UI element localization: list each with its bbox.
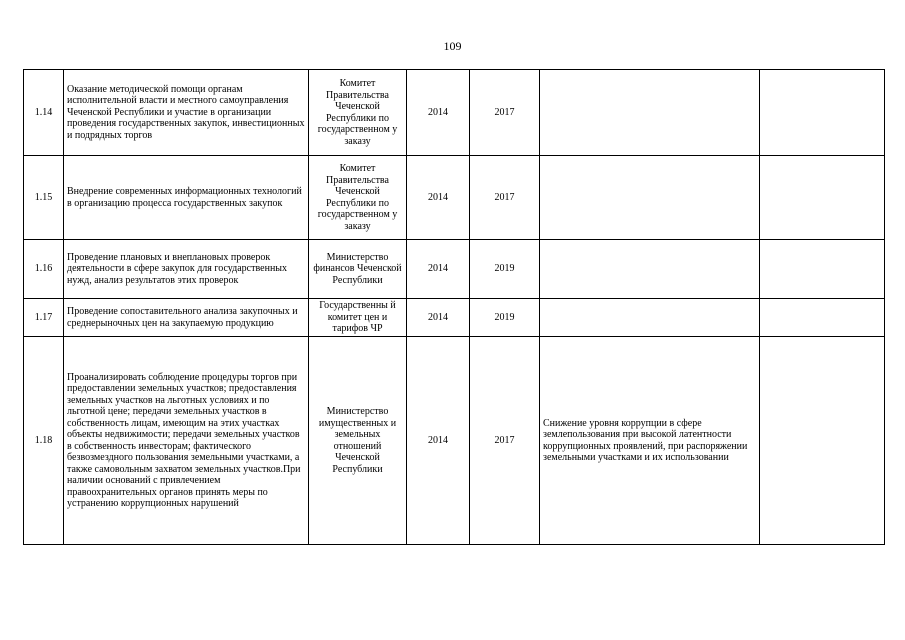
row-number: 1.15	[24, 156, 64, 240]
end-year: 2019	[470, 240, 540, 299]
executor: Комитет Правительства Чеченской Республики по государственном у заказу	[309, 70, 407, 156]
start-year: 2014	[407, 337, 470, 545]
table-row	[24, 156, 885, 240]
event-text: Проанализировать соблюдение процедуры торгов при предоставлении земельных участков; предоставления земельных участков на льготных условиях и по льготной цене; передачи земельных участков в собственность лицам, имеющим на этих участках объекты недвижимости; передачи земельных участков в собственность инвесторам; фактического безвозмездного пользования земельными участками, а также самовольным захватом земельных участков.При наличии оснований с привлечением правоохранительных органов принять меры по устранению коррупционных нарушений	[64, 337, 309, 545]
table-row	[24, 299, 885, 337]
end-year: 2017	[470, 337, 540, 545]
result-cell	[540, 299, 760, 337]
event-text: Внедрение современных информационных технологий в организацию процесса государственных закупок	[64, 156, 309, 240]
result-cell	[540, 240, 760, 299]
row-number: 1.18	[24, 337, 64, 545]
table-row	[24, 240, 885, 299]
table-row	[24, 70, 885, 156]
executor: Комитет Правительства Чеченской Республики по государственном у заказу	[309, 156, 407, 240]
end-year: 2019	[470, 299, 540, 337]
plan-table	[23, 69, 885, 545]
extra-cell	[760, 70, 885, 156]
event-text: Проведение сопоставительного анализа закупочных и среднерыночных цен на закупаемую продукцию	[64, 299, 309, 337]
table-row	[24, 337, 885, 545]
event-text: Оказание методической помощи органам исполнительной власти и местного самоуправления Чеченской Республики и участие в организации проведения государственных закупок, инвестиционных и подрядных торгов	[64, 70, 309, 156]
executor: Государственны й комитет цен и тарифов ЧР	[309, 299, 407, 337]
extra-cell	[760, 240, 885, 299]
extra-cell	[760, 299, 885, 337]
start-year: 2014	[407, 70, 470, 156]
result-cell: Снижение уровня коррупции в сфере землепользования при высокой латентности коррупционных проявлений, при распоряжении земельными участками и их использовании	[540, 337, 760, 545]
start-year: 2014	[407, 299, 470, 337]
row-number: 1.16	[24, 240, 64, 299]
end-year: 2017	[470, 70, 540, 156]
extra-cell	[760, 337, 885, 545]
start-year: 2014	[407, 156, 470, 240]
page-number: 109	[443, 39, 462, 53]
event-text: Проведение плановых и внеплановых проверок деятельности в сфере закупок для государственных нужд, анализ результатов этих проверок	[64, 240, 309, 299]
extra-cell	[760, 156, 885, 240]
row-number: 1.17	[24, 299, 64, 337]
executor: Министерство финансов Чеченской Республики	[309, 240, 407, 299]
end-year: 2017	[470, 156, 540, 240]
result-cell	[540, 156, 760, 240]
start-year: 2014	[407, 240, 470, 299]
row-number: 1.14	[24, 70, 64, 156]
result-cell	[540, 70, 760, 156]
executor: Министерство имущественных и земельных отношений Чеченской Республики	[309, 337, 407, 545]
